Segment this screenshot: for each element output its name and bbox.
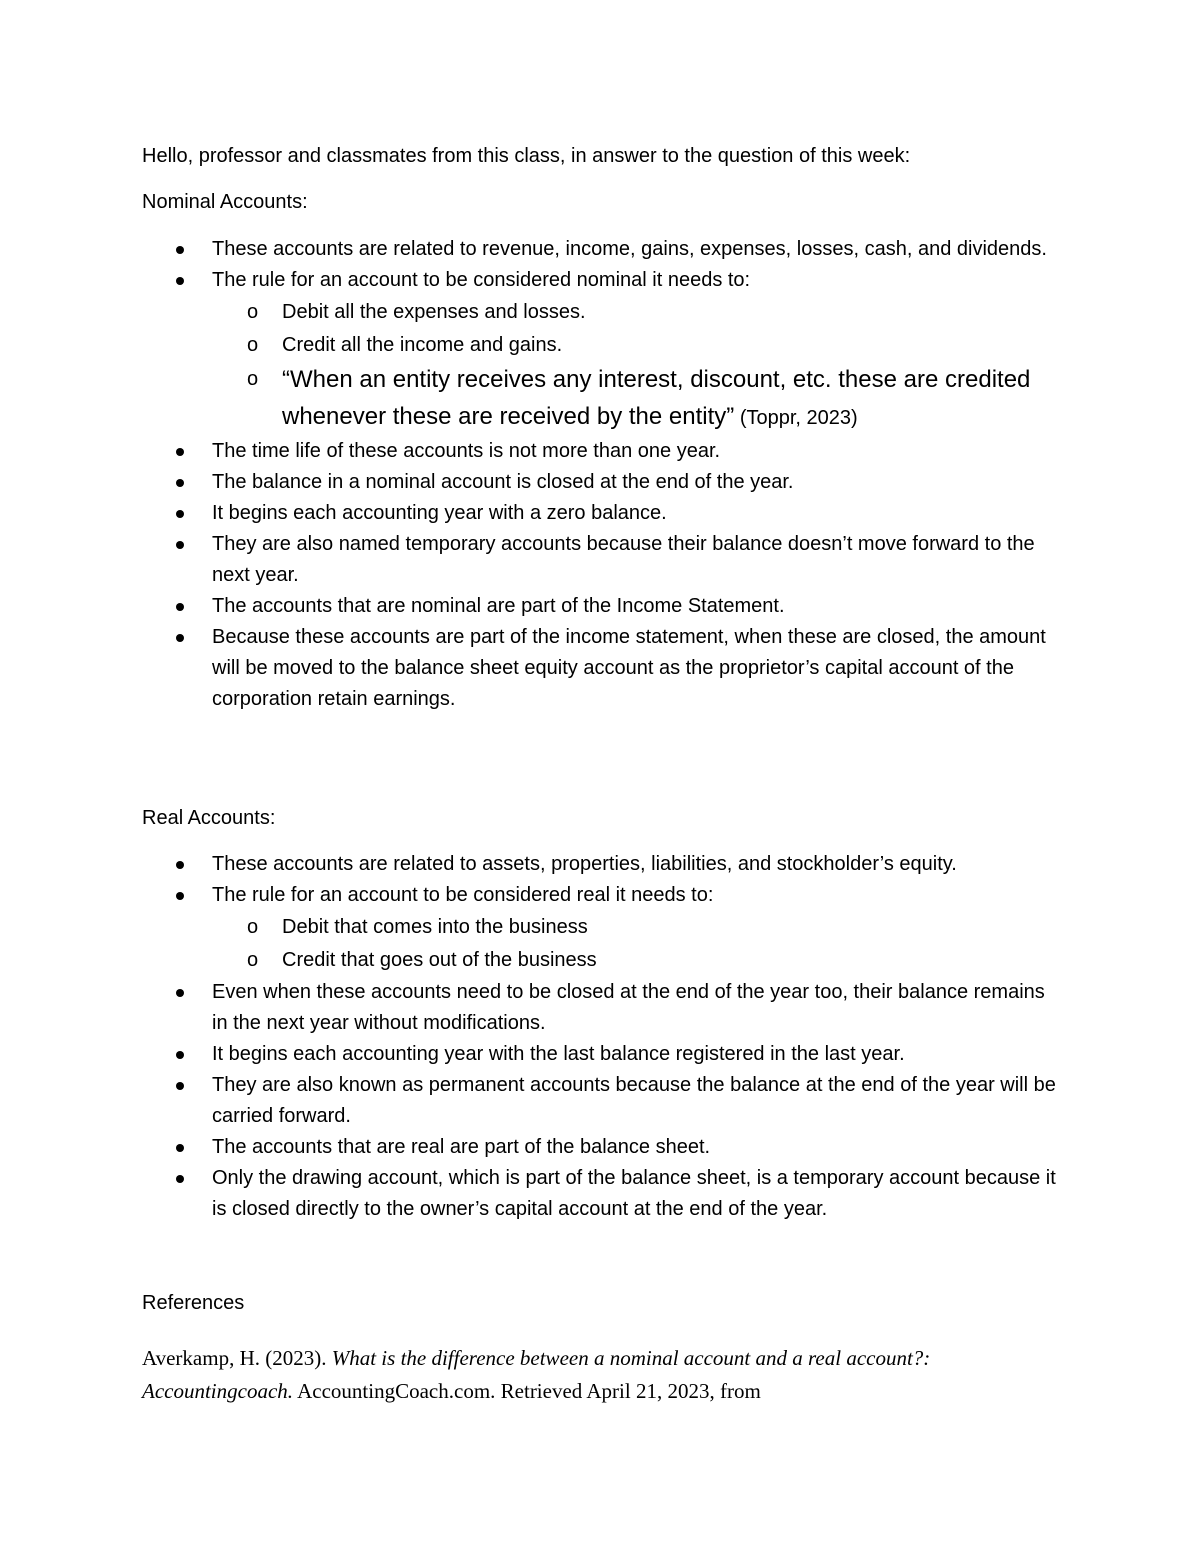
nominal-heading: Nominal Accounts: xyxy=(142,191,308,213)
list-item: They are also named temporary accounts because their balance doesn’t move forward to the next year. xyxy=(0,529,1200,591)
circle-bullet-icon: o xyxy=(247,334,259,356)
sub-list-item: o Credit that goes out of the business xyxy=(212,944,1060,977)
list-item: They are also known as permanent accounts because the balance at the end of the year will be carried forward. xyxy=(0,1070,1200,1132)
citation-author: Averkamp, H. (2023). xyxy=(142,1346,332,1370)
circle-bullet-icon: o xyxy=(247,916,259,938)
sub-list-item: o Debit that comes into the business xyxy=(212,911,1060,944)
list-item: The balance in a nominal account is closed at the end of the year. xyxy=(0,467,1200,498)
list-item: It begins each accounting year with a zero balance. xyxy=(0,498,1200,529)
real-rules-sublist xyxy=(212,911,1060,977)
bullet-icon xyxy=(176,510,184,518)
circle-bullet-icon: o xyxy=(247,949,259,971)
quote-text: “When an entity receives any interest, discount, etc. these are credited whenever these are received by the entity” xyxy=(282,366,1031,430)
reference-citation xyxy=(142,1342,1082,1408)
real-heading: Real Accounts: xyxy=(142,807,276,829)
quote-citation: (Toppr, 2023) xyxy=(739,407,858,429)
nominal-list xyxy=(0,234,1200,715)
bullet-icon xyxy=(176,1144,184,1152)
list-item: Even when these accounts need to be closed at the end of the year too, their balance remains in the next year without modifications. xyxy=(0,977,1200,1039)
bullet-icon xyxy=(176,448,184,456)
sub-list-item: o Credit all the income and gains. xyxy=(212,329,1060,362)
list-item: Only the drawing account, which is part of the balance sheet, is a temporary account because it is closed directly to the owner’s capital account at the end of the year. xyxy=(0,1163,1200,1225)
citation-title: What is the difference between a nominal account and a real account?: Accountingcoach. xyxy=(142,1346,931,1403)
bullet-icon xyxy=(176,1051,184,1059)
citation-source: AccountingCoach.com. Retrieved April 21, 2023, from xyxy=(293,1379,761,1403)
bullet-icon xyxy=(176,861,184,869)
list-item: The rule for an account to be considered real it needs to: o Debit that comes into the business o Credit that goes out of the business xyxy=(0,880,1200,977)
list-item: The time life of these accounts is not more than one year. xyxy=(0,436,1200,467)
list-item: The accounts that are nominal are part of the Income Statement. xyxy=(0,591,1200,622)
bullet-icon xyxy=(176,277,184,285)
nominal-rules-sublist xyxy=(212,296,1060,436)
bullet-icon xyxy=(176,479,184,487)
bullet-icon xyxy=(176,892,184,900)
list-item: The rule for an account to be considered nominal it needs to: o Debit all the expenses and losses. o Credit all the income and gains. o “When an entity receives any interest, discount, etc. these are credited whenever these are received by the entity” (Toppr, 2023) xyxy=(0,265,1200,436)
intro-paragraph: Hello, professor and classmates from this class, in answer to the question of this week: xyxy=(142,145,911,167)
bullet-icon xyxy=(176,1082,184,1090)
bullet-icon xyxy=(176,989,184,997)
sub-list-item xyxy=(212,362,1060,436)
bullet-icon xyxy=(176,634,184,642)
bullet-icon xyxy=(176,1175,184,1183)
bullet-icon xyxy=(176,541,184,549)
circle-bullet-icon: o xyxy=(247,368,259,390)
list-item: These accounts are related to assets, properties, liabilities, and stockholder’s equity. xyxy=(0,849,1200,880)
list-item: It begins each accounting year with the last balance registered in the last year. xyxy=(0,1039,1200,1070)
references-heading: References xyxy=(142,1292,245,1314)
circle-bullet-icon: o xyxy=(247,301,259,323)
bullet-icon xyxy=(176,603,184,611)
sub-list-item: o Debit all the expenses and losses. xyxy=(212,296,1060,329)
bullet-icon xyxy=(176,246,184,254)
list-item: These accounts are related to revenue, income, gains, expenses, losses, cash, and dividends. xyxy=(0,234,1200,265)
list-item: The accounts that are real are part of the balance sheet. xyxy=(0,1132,1200,1163)
real-list xyxy=(0,849,1200,1225)
list-item: Because these accounts are part of the income statement, when these are closed, the amount will be moved to the balance sheet equity account as the proprietor’s capital account of the corporation retain earnings. xyxy=(0,622,1200,715)
